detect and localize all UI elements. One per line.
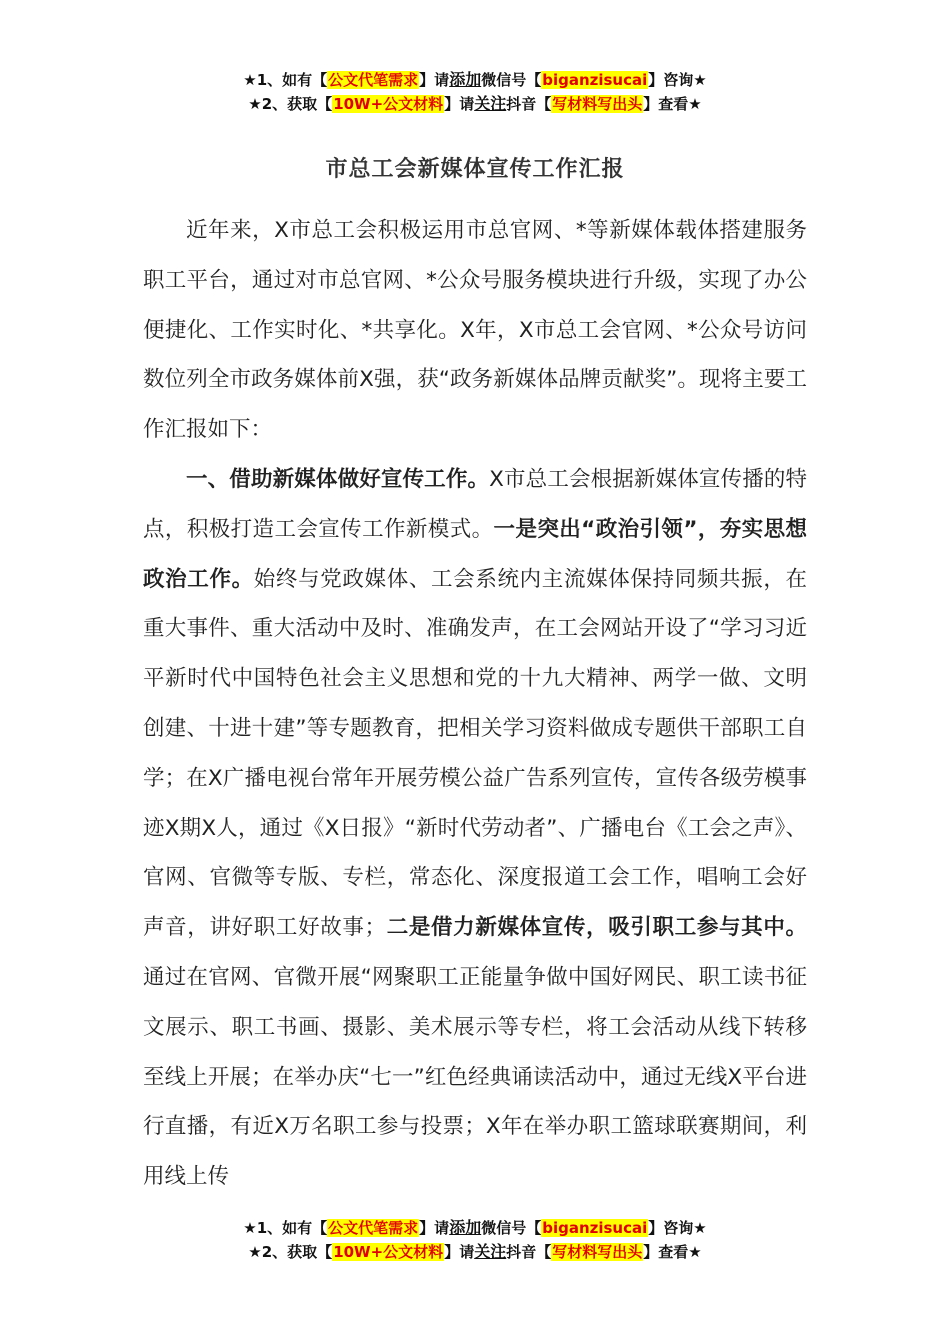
promo-text: 】咨询★ (648, 71, 707, 89)
subpoint-heading: 一是突出“政治引领”，夯实思想政治工作。 (143, 516, 807, 592)
promo-text: ★2、获取【 (248, 95, 333, 113)
promo-text: 微信号【 (481, 71, 542, 89)
body-text: 始终与党政媒体、工会系统内主流媒体保持同频共振，在重大事件、重大活动中及时、准确发声，在工会网站开设了“学习习近平新时代中国特色社会主义思想和党的十九大精神、两学一做、文明创建、十进十建”等专题教育，把相关学习资料做成专题供干部职工自学；在X广播电视台常年开展劳模公益广告系列宣传，宣传各级劳模事迹X期X人，通过《X日报》“新时代劳动者”、广播电台《工会之声》、官网、官微等专版、专栏，常态化、深度报道工会工作，唱响工会好声音，讲好职工好故事； (143, 566, 807, 941)
promo-text: 抖音【 (506, 1243, 552, 1261)
promo-text: 】查看★ (643, 95, 702, 113)
promo-underline: 添加 (449, 70, 482, 89)
promo-text: 】请 (444, 1243, 475, 1261)
promo-text: 微信号【 (481, 1219, 542, 1237)
promo-highlight: biganzisucai (542, 71, 648, 89)
document-body (143, 206, 807, 1202)
promo-line-1 (0, 1216, 950, 1240)
promo-highlight: 公文代笔需求 (328, 1219, 419, 1237)
promo-underline: 关注 (474, 94, 507, 113)
bottom-promo-banner (0, 1216, 950, 1264)
promo-text: 】请 (419, 71, 450, 89)
promo-highlight: 写材料写出头 (552, 95, 643, 113)
promo-text: 】请 (419, 1219, 450, 1237)
promo-highlight: 10W+公文材料 (333, 95, 444, 113)
promo-highlight: 公文代笔需求 (328, 71, 419, 89)
promo-text: 】请 (444, 95, 475, 113)
promo-line-2 (0, 1240, 950, 1264)
promo-highlight: biganzisucai (542, 1219, 648, 1237)
promo-text: 】查看★ (643, 1243, 702, 1261)
promo-line-2 (0, 92, 950, 116)
promo-line-1 (0, 68, 950, 92)
intro-paragraph: 近年来，X市总工会积极运用市总官网、*等新媒体载体搭建服务职工平台，通过对市总官网、*公众号服务模块进行升级，实现了办公便捷化、工作实时化、*共享化。X年，X市总工会官网、*公众号访问数位列全市政务媒体前X强，获“政务新媒体品牌贡献奖”。现将主要工作汇报如下： (143, 218, 807, 443)
promo-text: ★1、如有【 (243, 1219, 328, 1237)
promo-text: 】咨询★ (648, 1219, 707, 1237)
promo-text: ★1、如有【 (243, 71, 328, 89)
subpoint-heading: 二是借力新媒体宣传，吸引职工参与其中。 (386, 915, 807, 941)
top-promo-banner (0, 68, 950, 116)
section-one-paragraph (143, 455, 807, 1202)
promo-highlight: 10W+公文材料 (333, 1243, 444, 1261)
body-text: 通过在官网、官微开展“网聚职工正能量争做中国好网民、职工读书征文展示、职工书画、摄影、美术展示等专栏，将工会活动从线下转移至线上开展；在举办庆“七一”红色经典诵读活动中，通过无线X平台进行直播，有近X万名职工参与投票；X年在举办职工篮球联赛期间，利用线上传 (143, 964, 807, 1190)
promo-underline: 关注 (474, 1242, 507, 1261)
body-text: X市总工会根据新媒体宣传播的特点，积极打造工会宣传工作新模式。 (143, 466, 807, 542)
promo-text: 抖音【 (506, 95, 552, 113)
section-heading: 一、借助新媒体做好宣传工作。 (186, 466, 490, 492)
promo-text: ★2、获取【 (248, 1243, 333, 1261)
promo-highlight: 写材料写出头 (552, 1243, 643, 1261)
promo-underline: 添加 (449, 1218, 482, 1237)
document-title: 市总工会新媒体宣传工作汇报 (325, 157, 625, 182)
